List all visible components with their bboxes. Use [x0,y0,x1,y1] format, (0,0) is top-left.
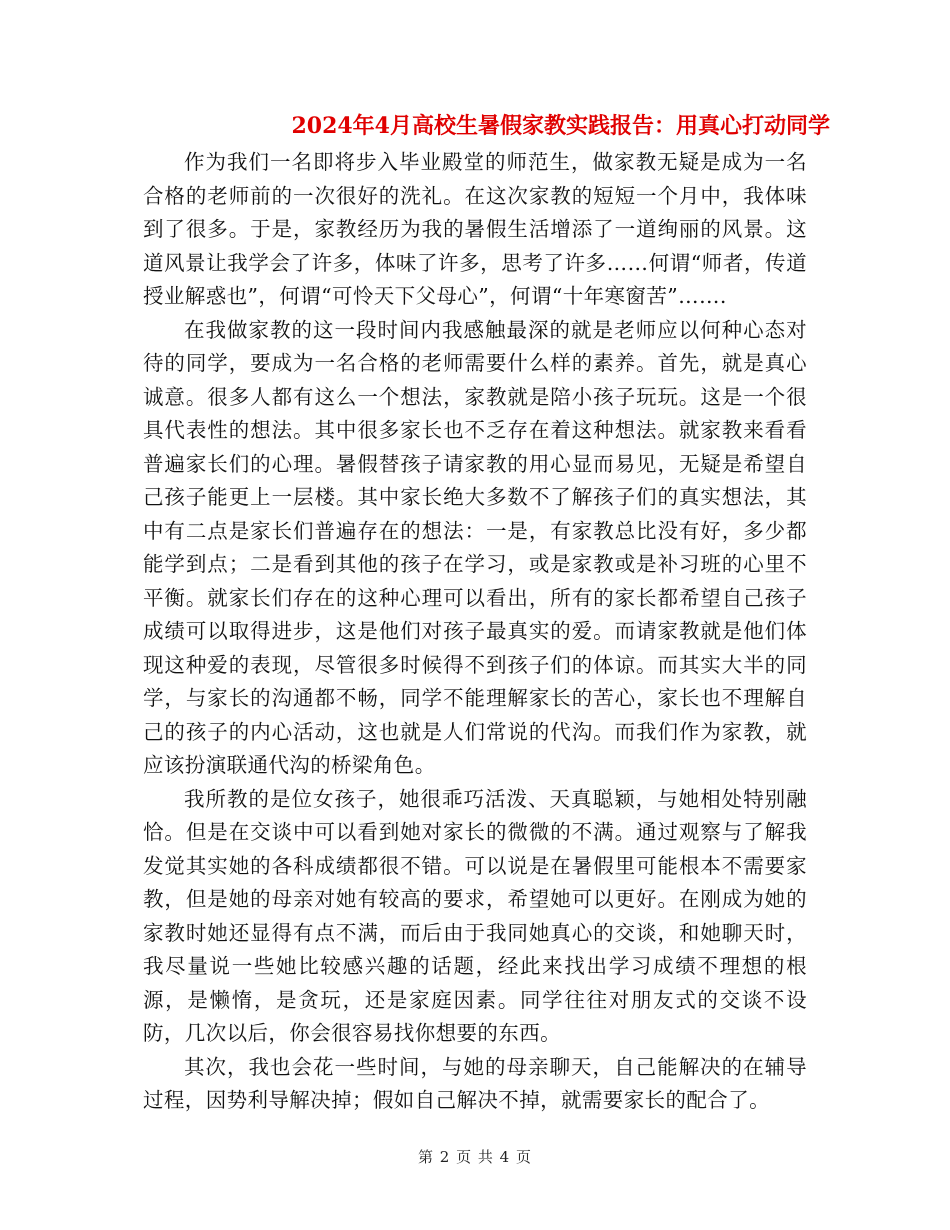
document-title: 2024年4月高校生暑假家教实践报告：用真心打动同学 [291,113,830,139]
document-body [143,146,807,1118]
paragraph-4: 其次，我也会花一些时间，与她的母亲聊天，自己能解决的在辅导过程，因势利导解决掉；假如自己解决不掉，就需要家长的配合了。 [143,1054,807,1112]
paragraph-1: 作为我们一名即将步入毕业殿堂的师范生，做家教无疑是成为一名合格的老师前的一次很好的洗礼。在这次家教的短短一个月中，我体味到了很多。于是，家教经历为我的暑假生活增添了一道绚丽的风景。这道风景让我学会了许多，体味了许多，思考了许多……何谓“师者，传道授业解惑也”，何谓“可怜天下父母心”，何谓“十年寒窗苦”……. [143,150,807,308]
paragraph-3: 我所教的是位女孩子，她很乖巧活泼、天真聪颖，与她相处特别融恰。但是在交谈中可以看到她对家长的微微的不满。通过观察与了解我发觉其实她的各科成绩都很不错。可以说是在暑假里可能根本不需要家教，但是她的母亲对她有较高的要求，希望她可以更好。在刚成为她的家教时她还显得有点不满，而后由于我同她真心的交谈，和她聊天时，我尽量说一些她比较感兴趣的话题，经此来找出学习成绩不理想的根源，是懒惰，是贪玩，还是家庭因素。同学往往对朋友式的交谈不设防，几次以后，你会很容易找你想要的东西。 [143,786,807,1045]
page-footer: 第 2 页 共 4 页 [418,1148,532,1166]
paragraph-2: 在我做家教的这一段时间内我感触最深的就是老师应以何种心态对待的同学，要成为一名合格的老师需要什么样的素养。首先，就是真心诚意。很多人都有这么一个想法，家教就是陪小孩子玩玩。这是一个很具代表性的想法。其中很多家长也不乏存在着这种想法。就家教来看看普遍家长们的心理。暑假替孩子请家教的用心显而易见，无疑是希望自己孩子能更上一层楼。其中家长绝大多数不了解孩子们的真实想法，其中有二点是家长们普遍存在的想法：一是，有家教总比没有好，多少都能学到点；二是看到其他的孩子在学习，或是家教或是补习班的心里不平衡。就家长们存在的这种心理可以看出，所有的家长都希望自己孩子成绩可以取得进步，这是他们对孩子最真实的爱。而请家教就是他们体现这种爱的表现，尽管很多时候得不到孩子们的体谅。而其实大半的同学，与家长的沟通都不畅，同学不能理解家长的苦心，家长也不理解自己的孩子的内心活动，这也就是人们常说的代沟。而我们作为家教，就应该扮演联通代沟的桥梁角色。 [143,317,807,777]
